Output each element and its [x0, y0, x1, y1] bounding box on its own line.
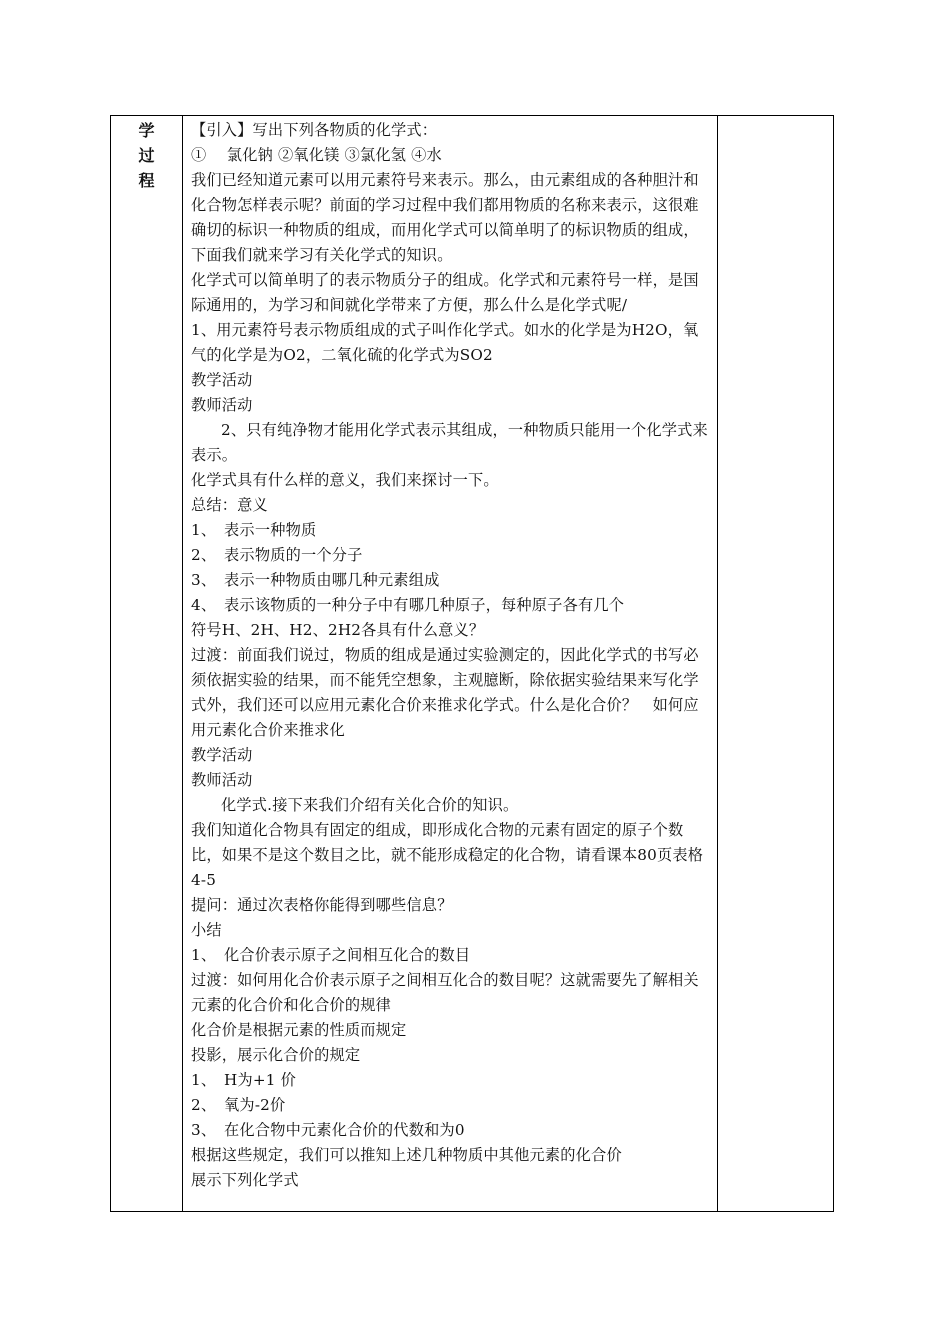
content-paragraph: 符号H、2H、H2、2H2各具有什么意义？ — [191, 621, 485, 639]
content-paragraph: 3、 表示一种物质由哪几种元素组成 — [191, 571, 440, 589]
content-paragraph: 1、 表示一种物质 — [191, 521, 317, 539]
table-row — [111, 116, 834, 1212]
content-paragraph: 1、 化合价表示原子之间相互化合的数目 — [191, 946, 471, 964]
content-paragraph: 化学式具有什么样的意义，我们来探讨一下。 — [191, 471, 499, 489]
content-paragraph: 教学活动 — [191, 746, 253, 764]
content-paragraph: 化合价是根据元素的性质而规定 — [191, 1021, 407, 1039]
content-paragraph: 教师活动 — [191, 771, 253, 789]
content-paragraph: 化学式.接下来我们介绍有关化合价的知识。 — [221, 796, 519, 814]
content-paragraph: 3、 在化合物中元素化合价的代数和为0 — [191, 1121, 465, 1139]
section-label-char: 过 — [138, 146, 155, 165]
content-paragraph: 1、 H为+1 价 — [191, 1071, 297, 1089]
content-paragraph: 2、只有纯净物才能用化学式表示其组成，一种物质只能用一个化学式来表示。 — [191, 421, 708, 464]
content-paragraph: 【引入】写出下列各物质的化学式： — [191, 121, 438, 139]
section-label-char: 程 — [138, 171, 155, 190]
content-paragraph: 教学活动 — [191, 371, 253, 389]
content-paragraph: 过渡：前面我们说过，物质的组成是通过实验测定的，因此化学式的书写必须依据实验的结果，而不能凭空想象，主观臆断，除依据实验结果来写化学式外，我们还可以应用元素化合价来推求化学式。什么是化合价？ 如何应用元素化合价来推求化 — [191, 646, 699, 739]
content-paragraph: 我们知道化合物具有固定的组成，即形成化合物的元素有固定的原子个数比，如果不是这个数目之比，就不能形成稳定的化合物，请看课本80页表格4-5 — [191, 821, 704, 889]
lesson-content — [183, 116, 717, 1193]
lesson-table — [110, 115, 834, 1212]
content-paragraph: 过渡：如何用化合价表示原子之间相互化合的数目呢？这就需要先了解相关元素的化合价和化合价的规律 — [191, 971, 699, 1014]
section-label — [111, 116, 182, 193]
content-paragraph: ① 氯化钠 ②氧化镁 ③氯化氢 ④水 — [191, 146, 442, 164]
content-paragraph: 教师活动 — [191, 396, 253, 414]
content-paragraph: 我们已经知道元素可以用元素符号来表示。那么，由元素组成的各种胆汁和化合物怎样表示呢？前面的学习过程中我们都用物质的名称来表示，这很难确切的标识一种物质的组成，而用化学式可以简单明了的标识物质的组成，下面我们就来学习有关化学式的知识。 — [191, 171, 699, 264]
section-label-cell — [111, 116, 183, 1212]
content-paragraph: 展示下列化学式 — [191, 1171, 299, 1189]
section-label-char: 学 — [138, 121, 155, 140]
content-cell — [183, 116, 718, 1212]
notes-cell — [718, 116, 834, 1212]
content-paragraph: 投影，展示化合价的规定 — [191, 1046, 361, 1064]
content-paragraph: 化学式可以简单明了的表示物质分子的组成。化学式和元素符号一样，是国际通用的，为学习和间就化学带来了方便，那么什么是化学式呢/ — [191, 271, 699, 314]
content-paragraph: 4、 表示该物质的一种分子中有哪几种原子，每种原子各有几个 — [191, 596, 625, 614]
content-paragraph: 2、 氧为-2价 — [191, 1096, 286, 1114]
content-paragraph: 小结 — [191, 921, 222, 939]
content-paragraph: 提问：通过次表格你能得到哪些信息？ — [191, 896, 453, 914]
content-paragraph: 根据这些规定，我们可以推知上述几种物质中其他元素的化合价 — [191, 1146, 622, 1164]
content-paragraph: 1、用元素符号表示物质组成的式子叫作化学式。如水的化学是为H2O，氧气的化学是为O2，二氧化硫的化学式为SO2 — [191, 321, 699, 364]
content-paragraph: 总结：意义 — [191, 496, 268, 514]
content-paragraph: 2、 表示物质的一个分子 — [191, 546, 363, 564]
